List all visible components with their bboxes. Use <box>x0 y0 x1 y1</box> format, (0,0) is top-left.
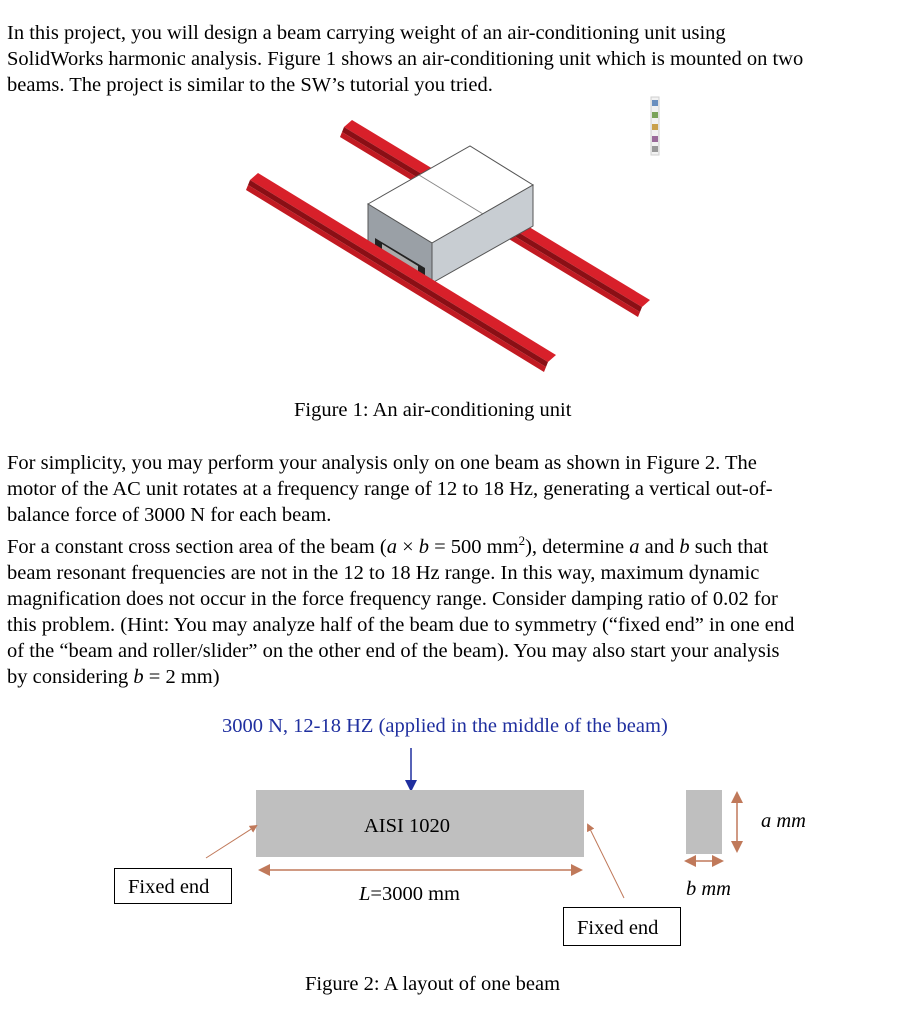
text-run: = 2 mm) <box>143 665 220 688</box>
length-value: =3000 mm <box>370 883 460 905</box>
text-run: and <box>639 535 680 558</box>
text-run: For a constant cross section area of the beam ( <box>7 535 387 558</box>
text-run: such that <box>689 535 769 558</box>
height-label <box>761 808 806 834</box>
figure1-caption: Figure 1: An air-conditioning unit <box>294 399 572 421</box>
right-support-label: Fixed end <box>577 917 659 939</box>
cross-section-rect <box>686 790 722 854</box>
variable-b: b <box>679 535 690 558</box>
body-line: of the “beam and roller/slider” on the other end of the beam). You may also start your analysis <box>7 639 780 662</box>
variable-a: a <box>629 535 640 558</box>
text-run: × <box>396 535 419 558</box>
body-line: beam resonant frequencies are not in the 12 to 18 Hz range. In this way, maximum dynamic <box>7 561 760 584</box>
body-line: motor of the AC unit rotates at a frequency range of 12 to 18 Hz, generating a vertical out-of- <box>7 478 773 500</box>
intro-line: SolidWorks harmonic analysis. Figure 1 shows an air-conditioning unit which is mounted on two <box>7 48 804 70</box>
length-variable: L <box>359 883 371 905</box>
left-leader-arrow <box>206 826 256 858</box>
variable-b: b <box>133 665 144 688</box>
intro-line: In this project, you will design a beam carrying weight of an air-conditioning unit using <box>7 22 726 44</box>
right-leader-arrow <box>588 825 624 898</box>
length-label <box>359 881 460 907</box>
variable-b: b <box>418 535 429 558</box>
variable-a: a <box>386 535 397 558</box>
body-line: balance force of 3000 N for each beam. <box>7 504 332 526</box>
material-label: AISI 1020 <box>364 815 450 837</box>
text-run: ), determine <box>525 535 630 558</box>
body-line: this problem. (Hint: You may analyze half of the beam due to symmetry (“fixed end” in one end <box>7 613 795 636</box>
force-label: 3000 N, 12-18 HZ (applied in the middle of the beam) <box>222 715 668 737</box>
body-line: magnification does not occur in the force frequency range. Consider damping ratio of 0.02 for <box>7 587 778 610</box>
height-text: a mm <box>761 810 806 832</box>
width-text: b mm <box>686 878 731 900</box>
figure2-caption: Figure 2: A layout of one beam <box>305 973 561 995</box>
text-run: by considering <box>7 665 134 688</box>
superscript: 2 <box>518 533 526 548</box>
intro-line: beams. The project is similar to the SW’s tutorial you tried. <box>7 74 493 96</box>
text-run: = 500 mm <box>429 535 519 558</box>
body-line: For simplicity, you may perform your analysis only on one beam as shown in Figure 2. The <box>7 452 757 474</box>
left-support-label: Fixed end <box>128 876 210 898</box>
width-label <box>686 876 731 902</box>
